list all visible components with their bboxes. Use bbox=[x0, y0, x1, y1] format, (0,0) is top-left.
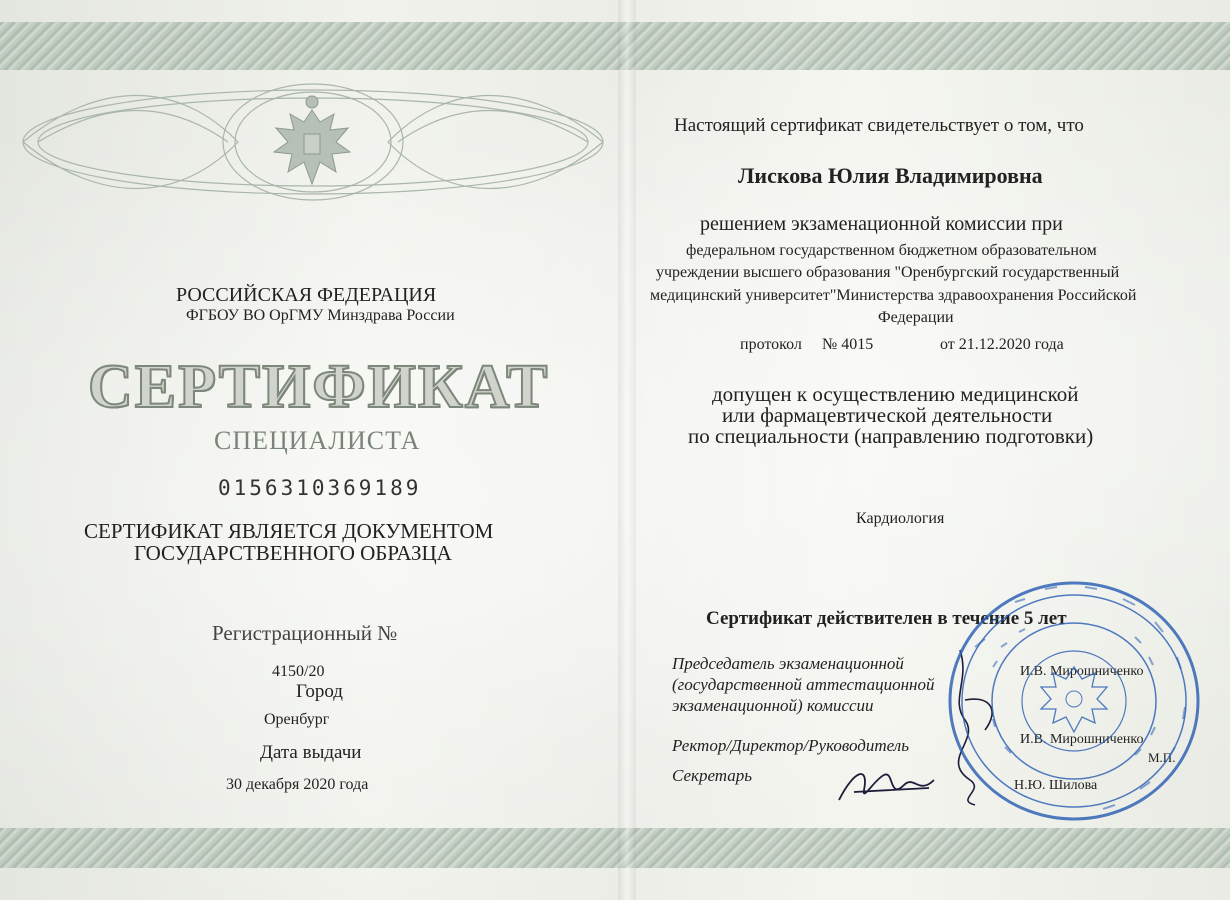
issue-date-label: Дата выдачи bbox=[260, 742, 362, 763]
holder-name: Лискова Юлия Владимировна bbox=[738, 163, 1043, 188]
protocol-label: протокол bbox=[740, 336, 802, 353]
document-subtitle: СПЕЦИАЛИСТА bbox=[214, 426, 421, 455]
secretary-label: Секретарь bbox=[672, 766, 752, 785]
rector-label: Ректор/Директор/Руководитель bbox=[672, 736, 909, 755]
admission-line-2: или фармацевтической деятельности bbox=[722, 403, 1053, 427]
secretary-name: Н.Ю. Шилова bbox=[1014, 778, 1098, 793]
page-fold bbox=[618, 0, 636, 900]
document-title: СЕРТИФИКАТ bbox=[88, 353, 550, 421]
double-headed-eagle-icon bbox=[262, 92, 362, 197]
bottom-ornamental-band bbox=[0, 828, 1230, 868]
chair-label-line-3: экзаменационной) комиссии bbox=[672, 696, 874, 715]
statement-line-2: ГОСУДАРСТВЕННОГО ОБРАЗЦА bbox=[134, 541, 452, 565]
validity-text: Сертификат действителен в течение 5 лет bbox=[706, 608, 1067, 629]
protocol-date: от 21.12.2020 года bbox=[940, 336, 1064, 353]
rector-name: И.В. Мирошниченко bbox=[1020, 732, 1144, 747]
secretary-signature bbox=[834, 760, 944, 810]
institution-line-2: учреждении высшего образования "Оренбургский государственный bbox=[656, 264, 1120, 281]
city-label: Город bbox=[296, 681, 343, 702]
commission-decision: решением экзаменационной комиссии при bbox=[700, 213, 1063, 235]
admission-line-3: по специальности (направлению подготовки) bbox=[688, 424, 1094, 448]
chair-label-line-2: (государственной аттестационной bbox=[672, 675, 935, 694]
certificate-serial-number: 0156310369189 bbox=[218, 476, 422, 500]
institution-line-3: медицинский университет"Министерства здравоохранения Российской bbox=[650, 287, 1137, 304]
registration-label: Регистрационный № bbox=[212, 621, 398, 645]
top-ornamental-band bbox=[0, 22, 1230, 70]
intro-text: Настоящий сертификат свидетельствует о том, что bbox=[674, 115, 1084, 136]
country-name: РОССИЙСКАЯ ФЕДЕРАЦИЯ bbox=[176, 284, 437, 306]
city-value: Оренбург bbox=[264, 711, 330, 728]
official-seal-stamp bbox=[945, 577, 1203, 825]
specialty-value: Кардиология bbox=[856, 510, 945, 527]
stamp-place-mark: М.П. bbox=[1148, 750, 1176, 765]
registration-number: 4150/20 bbox=[272, 663, 325, 680]
admission-line-1: допущен к осуществлению медицинской bbox=[712, 382, 1079, 406]
institution-line-1: федеральном государственном бюджетном образовательном bbox=[686, 242, 1097, 259]
chair-name: И.В. Мирошниченко bbox=[1020, 664, 1144, 679]
institution-line-4: Федерации bbox=[878, 309, 954, 326]
issue-date-value: 30 декабря 2020 года bbox=[226, 776, 369, 793]
issuer-short-name: ФГБОУ ВО ОрГМУ Минздрава России bbox=[186, 307, 455, 324]
protocol-number: № 4015 bbox=[822, 336, 874, 353]
statement-line-1: СЕРТИФИКАТ ЯВЛЯЕТСЯ ДОКУМЕНТОМ bbox=[84, 519, 494, 543]
chair-label-line-1: Председатель экзаменационной bbox=[672, 654, 904, 673]
